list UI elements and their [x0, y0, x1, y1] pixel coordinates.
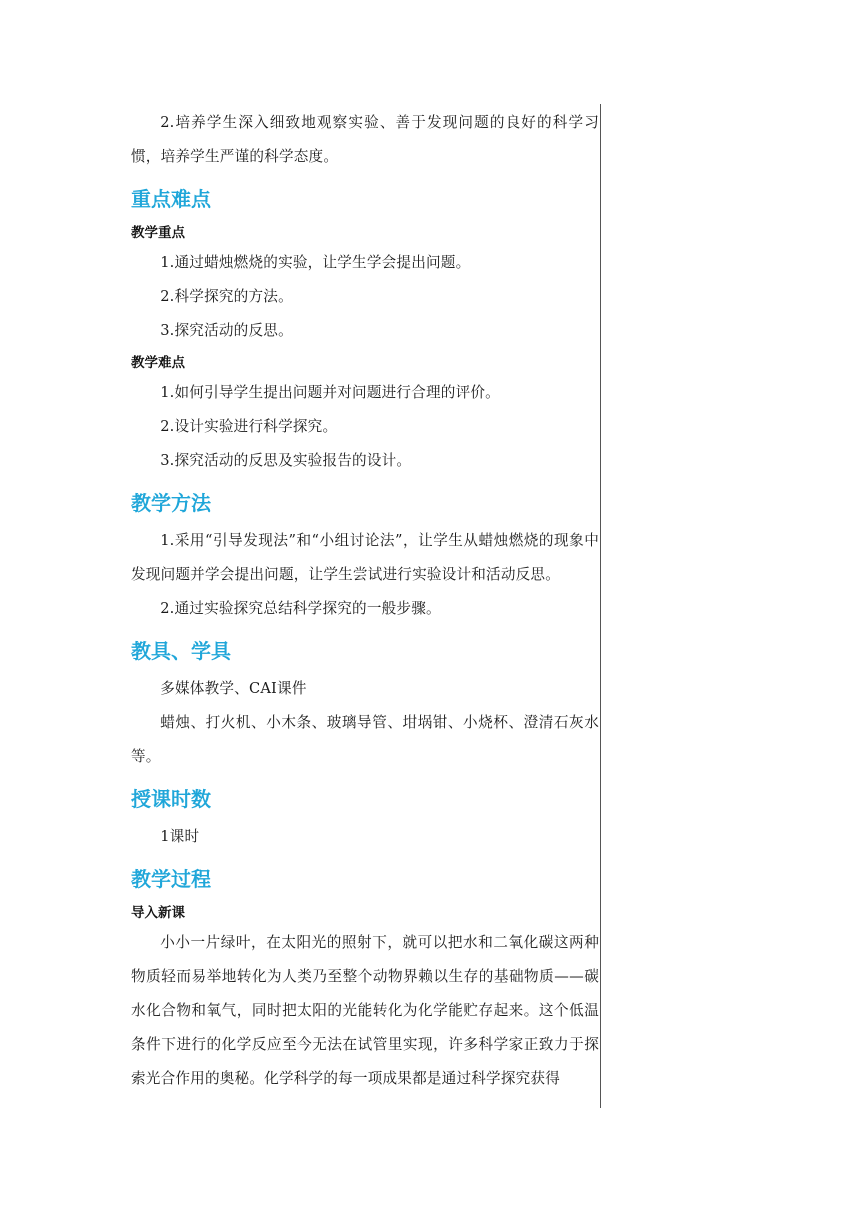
section-heading-key-difficult: 重点难点 — [131, 187, 211, 211]
intro-paragraph: 小小一片绿叶，在太阳光的照射下，就可以把水和二氧化碳这两种物质轻而易举地转化为人类乃至整个动物界赖以生存的基础物质——碳水化合物和氧气，同时把太阳的光能转化为化学能贮存起来。这个低温条件下进行的化学反应至今无法在试管里实现，许多科学家正致力于探索光合作用的奥秘。化学科学的每一项成果都是通过科学探究获得 — [131, 934, 599, 1087]
method-item: 1.采用“引导发现法”和“小组讨论法”，让学生从蜡烛燃烧的现象中发现问题并学会提出问题，让学生尝试进行实验设计和活动反思。 — [131, 532, 599, 583]
right-margin-rule — [600, 104, 601, 1108]
difficult-point-item: 3.探究活动的反思及实验报告的设计。 — [160, 452, 412, 469]
subheading-intro: 导入新课 — [131, 905, 185, 921]
section-heading-methods: 教学方法 — [131, 491, 211, 515]
tool-item: 蜡烛、打火机、小木条、玻璃导管、坩埚钳、小烧杯、澄清石灰水等。 — [131, 714, 599, 765]
subheading-key-points: 教学重点 — [131, 225, 185, 241]
objective-paragraph: 2.培养学生深入细致地观察实验、善于发现问题的良好的科学习惯，培养学生严谨的科学态度。 — [131, 114, 599, 165]
subheading-difficult-points: 教学难点 — [131, 355, 185, 371]
hours-value: 1课时 — [160, 828, 200, 845]
difficult-point-item: 2.设计实验进行科学探究。 — [160, 418, 338, 435]
difficult-point-item: 1.如何引导学生提出问题并对问题进行合理的评价。 — [160, 384, 500, 401]
section-heading-hours: 授课时数 — [131, 787, 211, 811]
section-heading-tools: 教具、学具 — [131, 639, 231, 663]
key-point-item: 3.探究活动的反思。 — [160, 322, 293, 339]
section-heading-process: 教学过程 — [131, 867, 211, 891]
method-item: 2.通过实验探究总结科学探究的一般步骤。 — [160, 600, 441, 617]
document-body — [131, 106, 599, 1096]
tool-item: 多媒体教学、CAI课件 — [160, 680, 307, 697]
key-point-item: 2.科学探究的方法。 — [160, 288, 293, 305]
key-point-item: 1.通过蜡烛燃烧的实验，让学生学会提出问题。 — [160, 254, 471, 271]
